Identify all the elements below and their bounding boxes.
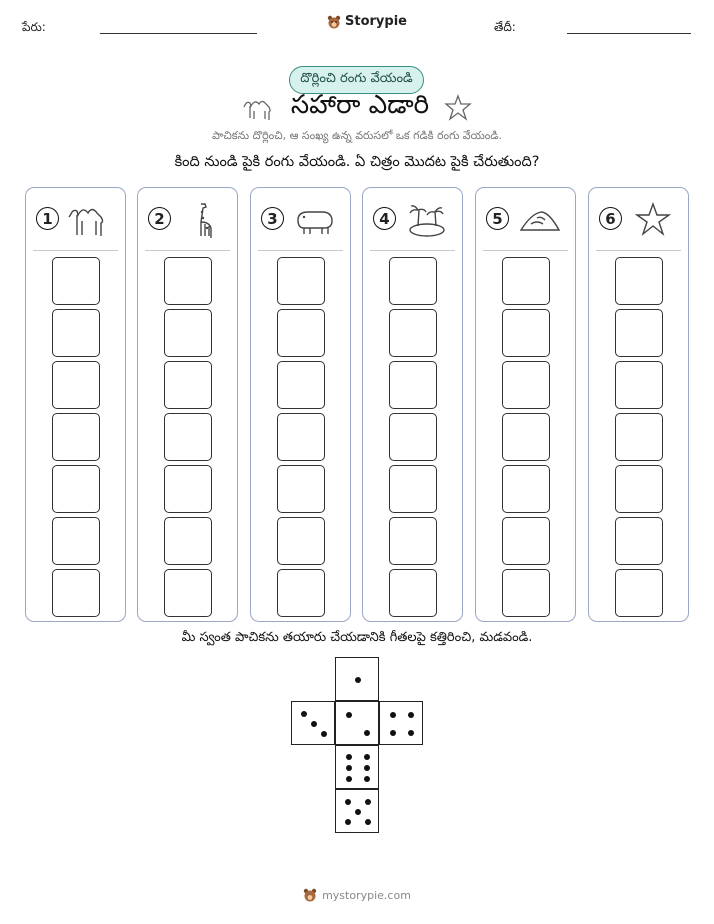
column-divider <box>483 250 568 251</box>
dice-pip <box>365 819 371 825</box>
color-cell[interactable] <box>277 257 325 305</box>
dice-pip <box>345 819 351 825</box>
column-number: 5 <box>486 207 509 230</box>
color-cell[interactable] <box>389 413 437 461</box>
date-label: తేదీ: <box>494 20 516 34</box>
column-header <box>476 188 575 250</box>
bear-logo-icon <box>327 15 341 29</box>
column-6 <box>588 187 689 622</box>
color-cell[interactable] <box>389 309 437 357</box>
column-number: 1 <box>36 207 59 230</box>
column-number: 6 <box>599 207 622 230</box>
column-header <box>26 188 125 250</box>
dice-pip <box>345 799 351 805</box>
color-cell[interactable] <box>615 517 663 565</box>
dice-pip <box>311 721 317 727</box>
color-cell[interactable] <box>52 361 100 409</box>
date-line <box>567 33 691 34</box>
column-header <box>363 188 462 250</box>
dice-pip <box>355 677 361 683</box>
bear-footer-icon <box>303 888 317 902</box>
sand-dune-icon <box>517 200 563 240</box>
dice-pip <box>364 765 370 771</box>
color-cell[interactable] <box>615 309 663 357</box>
dice-pip <box>364 776 370 782</box>
dice-face-1 <box>335 657 379 701</box>
column-header <box>251 188 350 250</box>
column-divider <box>145 250 230 251</box>
color-cell[interactable] <box>615 361 663 409</box>
color-cell[interactable] <box>502 309 550 357</box>
color-cell[interactable] <box>502 257 550 305</box>
color-cell[interactable] <box>502 569 550 617</box>
dice-pip <box>301 711 307 717</box>
color-cell[interactable] <box>164 465 212 513</box>
cut-instruction: మీ స్వంత పాచికను తయారు చేయడానికి గీతలపై కత్తిరించి, మడవండి. <box>181 630 533 645</box>
color-cell[interactable] <box>164 257 212 305</box>
column-divider <box>596 250 681 251</box>
column-header <box>589 188 688 250</box>
color-cell[interactable] <box>52 257 100 305</box>
name-line <box>100 33 257 34</box>
color-cell[interactable] <box>52 517 100 565</box>
dice-pip <box>321 731 327 737</box>
column-3 <box>250 187 351 622</box>
column-1 <box>25 187 126 622</box>
column-5 <box>475 187 576 622</box>
dice-pip <box>346 776 352 782</box>
color-cell[interactable] <box>502 413 550 461</box>
color-cell[interactable] <box>164 361 212 409</box>
color-cell[interactable] <box>277 361 325 409</box>
brand-name: Storypie <box>345 14 407 29</box>
activity-pill: దొర్లించి రంగు వేయండి <box>289 66 424 94</box>
column-2 <box>137 187 238 622</box>
dice-pip <box>365 799 371 805</box>
dice-face-5 <box>335 789 379 833</box>
color-cell[interactable] <box>389 569 437 617</box>
color-cell[interactable] <box>277 413 325 461</box>
title-text: సహారా ఎడారి <box>290 90 430 120</box>
color-cell[interactable] <box>615 465 663 513</box>
color-cell[interactable] <box>615 257 663 305</box>
column-4 <box>362 187 463 622</box>
star-icon <box>630 200 676 240</box>
camel-icon <box>67 200 113 240</box>
giraffe-icon <box>179 200 225 240</box>
dice-pip <box>408 712 414 718</box>
color-cell[interactable] <box>277 569 325 617</box>
color-cell[interactable] <box>389 361 437 409</box>
dice-pip <box>346 712 352 718</box>
column-divider <box>370 250 455 251</box>
hippo-icon <box>292 200 338 240</box>
dice-pip <box>346 754 352 760</box>
dice-pip <box>346 765 352 771</box>
page-title <box>0 90 714 130</box>
instruction: కింది నుండి పైకి రంగు వేయండి. ఏ చిత్రం మొదట పైకి చేరుతుంది? <box>174 154 540 170</box>
brand-logo <box>327 14 407 29</box>
color-cell[interactable] <box>615 569 663 617</box>
color-cell[interactable] <box>277 465 325 513</box>
color-cell[interactable] <box>502 465 550 513</box>
column-divider <box>258 250 343 251</box>
color-cell[interactable] <box>615 413 663 461</box>
dice-pip <box>364 730 370 736</box>
color-cell[interactable] <box>52 413 100 461</box>
dice-pip <box>355 809 361 815</box>
star-title-icon <box>443 93 473 123</box>
color-cell[interactable] <box>502 517 550 565</box>
footer <box>0 888 714 902</box>
color-cell[interactable] <box>389 465 437 513</box>
dice-pip <box>408 730 414 736</box>
color-cell[interactable] <box>277 517 325 565</box>
color-cell[interactable] <box>52 465 100 513</box>
color-cell[interactable] <box>52 309 100 357</box>
dice-face-2 <box>335 701 379 745</box>
subtitle: పాచికను దొర్లించి, ఆ సంఖ్య ఉన్న వరుసలో ఒక గడికి రంగు వేయండి. <box>212 129 502 142</box>
color-cell[interactable] <box>164 569 212 617</box>
dice-pip <box>390 730 396 736</box>
dice-face-6 <box>335 745 379 789</box>
column-divider <box>33 250 118 251</box>
color-cell[interactable] <box>277 309 325 357</box>
camel-title-icon <box>241 93 277 123</box>
color-cell[interactable] <box>52 569 100 617</box>
color-cell[interactable] <box>164 517 212 565</box>
oasis-icon <box>404 200 450 240</box>
column-number: 3 <box>261 207 284 230</box>
column-number: 4 <box>373 207 396 230</box>
column-header <box>138 188 237 250</box>
color-cell[interactable] <box>389 257 437 305</box>
dice-pip <box>390 712 396 718</box>
dice-pip <box>364 754 370 760</box>
name-label: పేరు: <box>22 20 46 34</box>
color-cell[interactable] <box>164 413 212 461</box>
color-cell[interactable] <box>502 361 550 409</box>
column-number: 2 <box>148 207 171 230</box>
footer-url: mystorypie.com <box>322 888 411 902</box>
color-cell[interactable] <box>389 517 437 565</box>
color-cell[interactable] <box>164 309 212 357</box>
dice-face-4 <box>379 701 423 745</box>
dice-face-3 <box>291 701 335 745</box>
